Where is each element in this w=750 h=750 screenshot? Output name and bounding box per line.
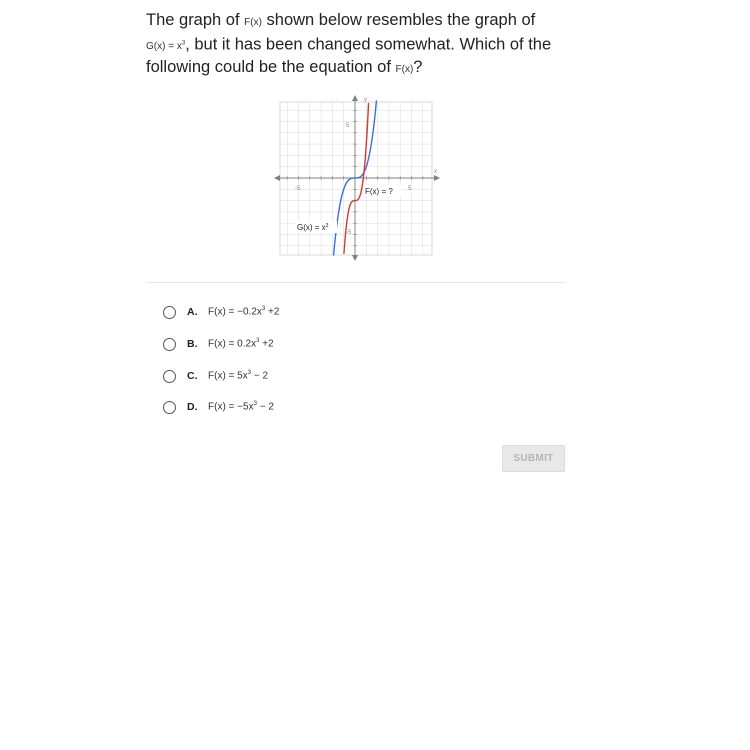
g-label-exp: 3 — [325, 223, 329, 229]
y-axis-label: y — [364, 97, 367, 103]
choice-c-text: $F(x) = 5x^3 - 2$ — [208, 370, 269, 382]
function-graph — [272, 92, 442, 262]
g-curve-label — [297, 223, 329, 232]
choice-a[interactable] — [163, 302, 279, 322]
question-part3: , but it has been changed somewhat. Which of the following could be the equation of — [146, 34, 552, 77]
y-axis-arrow-up — [352, 95, 358, 101]
y-axis-arrow-down — [352, 255, 358, 261]
question-fx: F(x) — [244, 17, 262, 28]
choice-d-text: $F(x) = -5x^3 - 2$ — [208, 401, 274, 413]
g-label-base: G(x) = x — [297, 223, 326, 232]
x-axis-label: x — [434, 169, 437, 175]
choice-c-letter: C. — [187, 370, 198, 382]
question-text — [146, 10, 576, 81]
graph-svg — [272, 92, 442, 262]
divider — [146, 282, 566, 283]
tick-label-y5: 5 — [346, 123, 350, 129]
tick-label-neg5: -5 — [295, 186, 301, 192]
choice-a-radio[interactable] — [163, 306, 176, 319]
choice-c[interactable] — [163, 366, 268, 386]
choice-d-radio[interactable] — [163, 401, 176, 414]
question-fx2: F(x) — [395, 64, 414, 76]
question-part4: ? — [413, 58, 423, 77]
x-axis-arrow-right — [434, 175, 440, 181]
choice-b-radio[interactable] — [163, 338, 176, 351]
choice-a-text: $F(x) = -0.2x^3 +2$ — [208, 306, 280, 318]
choice-d-letter: D. — [187, 401, 198, 413]
question-gx-exp: 3 — [181, 40, 186, 47]
question-gx-base: G(x) = x — [146, 40, 182, 52]
submit-button[interactable]: SUBMIT — [502, 445, 565, 472]
choice-d[interactable] — [163, 397, 274, 417]
question-part2: shown below resembles the graph of — [261, 11, 536, 29]
choice-c-radio[interactable] — [163, 370, 176, 383]
f-curve-label: F(x) = ? — [365, 187, 393, 196]
choice-b-text: $F(x) = 0.2x^3 +2$ — [208, 338, 274, 350]
choice-b-letter: B. — [187, 338, 198, 350]
choice-a-letter: A. — [187, 306, 198, 318]
question-part1: The graph of — [146, 11, 245, 29]
tick-label-pos5: 5 — [408, 186, 412, 192]
x-axis-arrow-left — [274, 175, 280, 181]
choice-b[interactable] — [163, 334, 274, 354]
tick-label-yneg5: -5 — [346, 230, 352, 236]
question-gx — [146, 41, 185, 52]
